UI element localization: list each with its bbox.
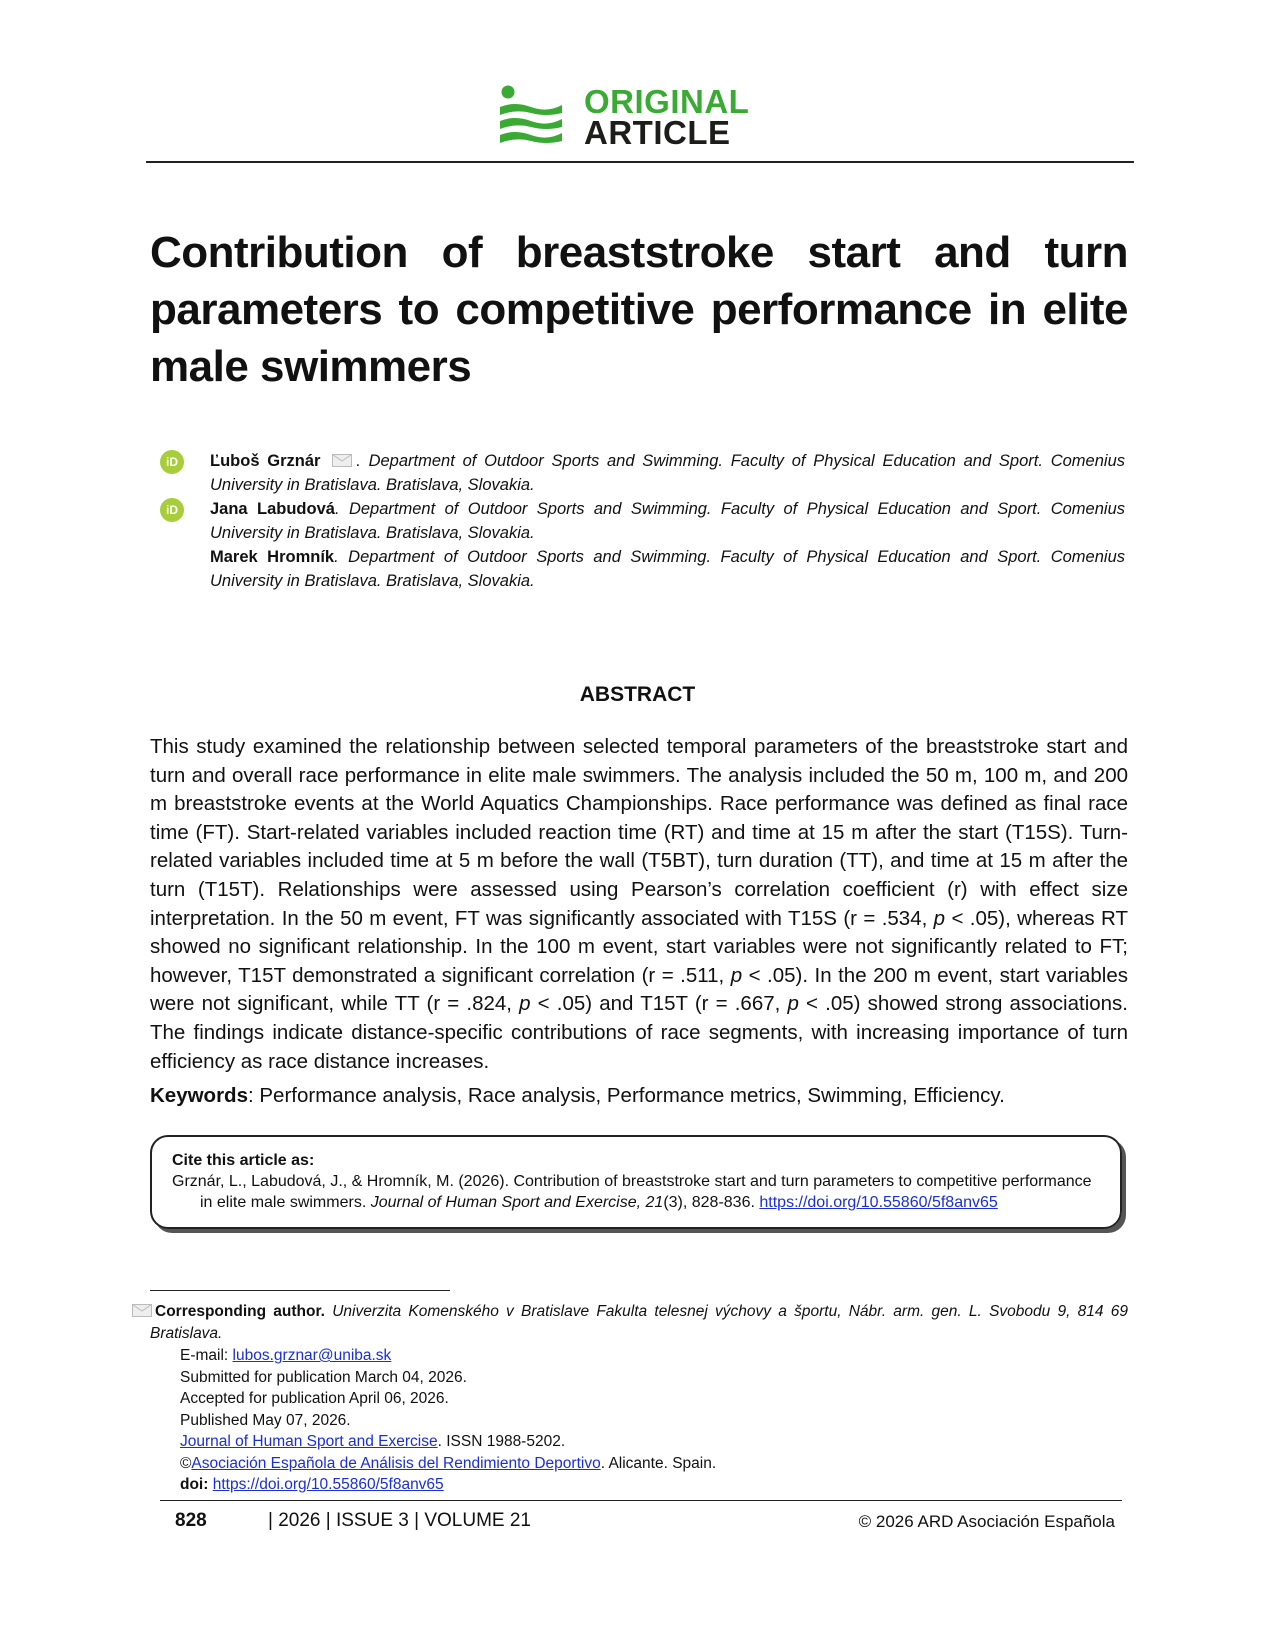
orcid-icon[interactable]: iD <box>160 450 184 474</box>
corresponding-label: Corresponding author. <box>155 1303 325 1320</box>
envelope-icon <box>332 454 352 467</box>
submitted-date: Submitted for publication March 04, 2026. <box>180 1368 467 1386</box>
citation-pages: (3), 828-836. <box>663 1194 760 1211</box>
keywords <box>150 1082 1128 1110</box>
author-affiliation: . Department of Outdoor Sports and Swimming. Faculty of Physical Education and Sport. Comenius University in Bratislava. Bratislava, Slovakia. <box>210 452 1125 494</box>
corresponding-author <box>150 1301 1128 1345</box>
journal-link[interactable]: Journal of Human Sport and Exercise <box>180 1433 438 1450</box>
footnote-rule <box>150 1290 450 1291</box>
issue-info: | 2026 | ISSUE 3 | VOLUME 21 <box>268 1510 531 1531</box>
header-rule <box>146 161 1134 163</box>
author-affiliation: . Department of Outdoor Sports and Swimming. Faculty of Physical Education and Sport. Comenius University in Bratislava. Bratislava, Slovakia. <box>210 548 1125 590</box>
abstract-heading: ABSTRACT <box>579 683 696 706</box>
orcid-icon[interactable]: iD <box>160 498 184 522</box>
published-date: Published May 07, 2026. <box>180 1411 351 1429</box>
author-entry <box>150 449 1125 497</box>
abstract-part: < .05), whereas RT showed no significant relationship. In the 100 m event, start variables were not significantly related to FT; however, T15T demonstrated a significant correlation (r = .511, <box>150 906 1129 987</box>
publication-meta <box>150 1345 1128 1496</box>
copyright-symbol: © <box>180 1454 192 1472</box>
logo-text-article: ARTICLE <box>584 114 731 151</box>
corresponding-address: Univerzita Komenského v Bratislave Fakulta telesnej výchovy a športu, Nábr. arm. gen. L. Svobodu 9, 814 69 Bratislava. <box>150 1303 1128 1342</box>
author-entry <box>150 545 1125 593</box>
association-line <box>180 1453 1128 1475</box>
envelope-icon <box>132 1304 152 1317</box>
author-affiliation: . Department of Outdoor Sports and Swimming. Faculty of Physical Education and Sport. Comenius University in Bratislava. Bratislava, Slovakia. <box>210 500 1125 542</box>
abstract-text <box>150 733 1128 1076</box>
footer-copyright: © 2026 ARD Asociación Española <box>858 1512 1115 1531</box>
author-list <box>150 449 1125 593</box>
doi-line <box>180 1474 1128 1496</box>
author-name: Marek Hromník <box>210 548 335 566</box>
author-name: Jana Labudová <box>210 500 335 518</box>
email-link[interactable]: lubos.grznar@uniba.sk <box>232 1347 392 1364</box>
abstract-part: < .05). In the 200 m event, start variables were not significant, while TT (r = .824, <box>150 963 1128 1016</box>
author-name: Ľuboš Grznár <box>210 452 321 470</box>
association-link[interactable]: Asociación Española de Análisis del Rendimiento Deportivo <box>191 1454 601 1472</box>
journal-line <box>180 1431 1128 1453</box>
p-symbol: p <box>730 963 743 987</box>
article-title: Contribution of breaststroke start and turn parameters to competitive performance in elite male swimmers <box>150 228 1128 391</box>
citation-journal: Journal of Human Sport and Exercise, 21 <box>370 1194 664 1211</box>
p-symbol: p <box>519 992 531 1016</box>
footer-rule <box>160 1500 1122 1501</box>
doi-link[interactable]: https://doi.org/10.55860/5f8anv65 <box>212 1476 444 1493</box>
p-symbol: p <box>933 906 946 930</box>
abstract-part: This study examined the relationship between selected temporal parameters of the breaststroke start and turn and overall race performance in elite male swimmers. The analysis included the 50 m, 100 m, and 200 m breaststroke events at the World Aquatics Championships. Race performance was defined as final race time (FT). Start-related variables included reaction time (RT) and time at 15 m after the start (T15S). Turn-related variables included time at 5 m before the wall (T5BT), turn duration (TT), and time at 15 m after the turn (T15T). Relationships were assessed using Pearson’s correlation coefficient (r) with effect size interpretation. In the 50 m event, FT was significantly associated with T15S (r = .534, <box>150 735 1128 930</box>
abstract-part: < .05) and T15T (r = .667, <box>530 992 788 1016</box>
accepted-date: Accepted for publication April 06, 2026. <box>180 1390 449 1407</box>
keywords-text: : Performance analysis, Race analysis, Performance metrics, Swimming, Efficiency. <box>247 1084 1005 1107</box>
issn: . ISSN 1988-5202. <box>437 1433 566 1450</box>
waves-logo-icon <box>500 85 562 149</box>
citation-authors-title: Grznár, L., Labudová, J., & Hromník, M. (2026). Contribution of breaststroke start and turn parameters to competitive performance in elite male swimmers. <box>172 1173 1092 1211</box>
footnote <box>150 1301 1128 1496</box>
logo-text-original: ORIGINAL <box>584 83 750 120</box>
citation-label: Cite this article as: <box>172 1152 315 1169</box>
abstract-part: < .05) showed strong associations. The findings indicate distance-specific contributions of race segments, with increasing importance of turn efficiency as race distance increases. <box>150 992 1128 1073</box>
author-entry <box>150 497 1125 545</box>
citation-doi-link[interactable]: https://doi.org/10.55860/5f8anv65 <box>759 1194 998 1211</box>
p-symbol: p <box>787 992 799 1016</box>
citation-box <box>150 1135 1122 1229</box>
citation-text <box>172 1171 1102 1213</box>
page-number: 828 <box>175 1510 207 1531</box>
doi-label: doi: <box>180 1476 209 1493</box>
association-location: . Alicante. Spain. <box>600 1454 717 1472</box>
journal-logo <box>500 85 780 149</box>
email-label: E-mail: <box>180 1347 233 1364</box>
keywords-label: Keywords <box>150 1084 248 1107</box>
email-line <box>180 1345 1128 1367</box>
